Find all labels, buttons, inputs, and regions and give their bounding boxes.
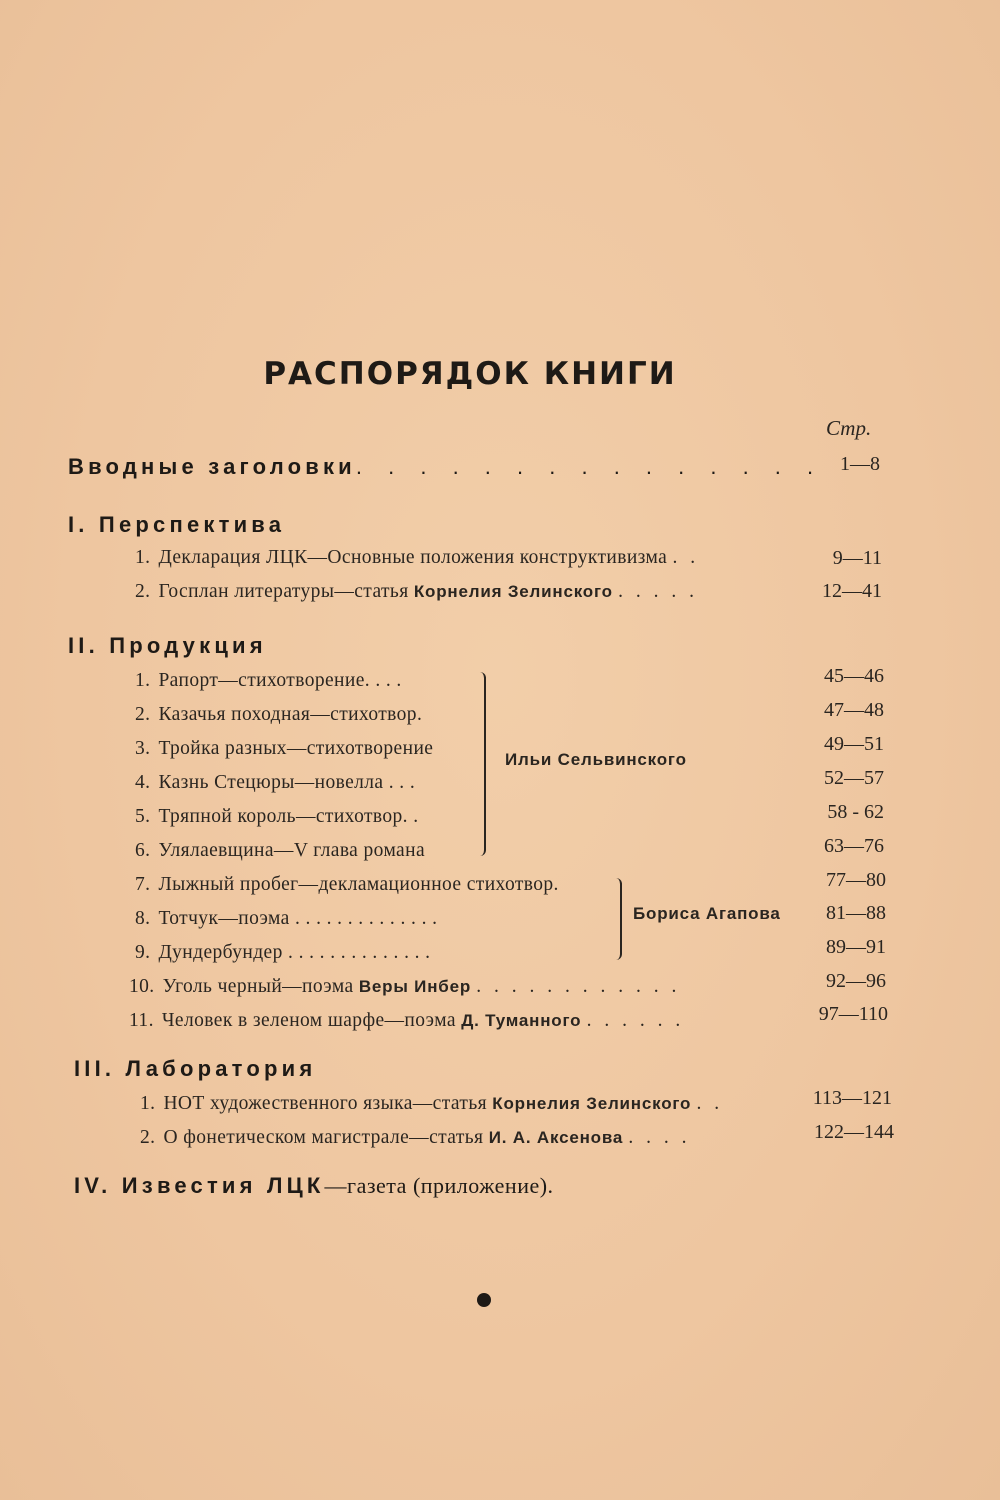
toc-entry: 11. Человек в зеленом шарфе—поэма Д. Туманного . . . . . .	[129, 1010, 685, 1031]
page-column-header: Стр.	[826, 416, 872, 440]
toc-entry-pages: 113—121	[812, 1087, 892, 1109]
group-author: Бориса Агапова	[633, 904, 781, 923]
toc-entry-pages: 47—48	[824, 699, 884, 721]
toc-entry-pages: 45—46	[824, 665, 884, 687]
toc-entry: 1. Декларация ЛЦК—Основные положения конструктивизма . .	[135, 547, 700, 568]
toc-entry-pages: 97—110	[818, 1003, 888, 1025]
toc-entry: 2. Казачья походная—стихотвор.	[135, 704, 423, 725]
toc-entry-pages: 122—144	[814, 1121, 894, 1143]
toc-entry: 1. Рапорт—стихотворение. . . .	[135, 670, 402, 691]
toc-entry: 9. Дундербундер . . . . . . . . . . . . . .	[135, 942, 431, 963]
section-heading-production: II. Продукция	[68, 633, 267, 658]
leader-dots: . . . . . . . . . . . . . . .	[355, 454, 824, 479]
toc-entry: 10. Уголь черный—поэма Веры Инбер . . . . . . . . . . . .	[129, 976, 681, 997]
toc-entry-pages: 49—51	[824, 733, 884, 755]
toc-entry-pages: 52—57	[824, 767, 884, 789]
toc-entry: 6. Улялаевщина—V глава романа	[135, 840, 425, 861]
toc-entry-pages: 12—41	[822, 580, 882, 602]
toc-entry: 2. Госплан литературы—статья Корнелия Зелинского . . . . .	[135, 581, 698, 602]
section-heading-perspective: I. Перспектива	[68, 512, 286, 537]
toc-entry-pages: 77—80	[826, 869, 886, 891]
toc-entry: 2. О фонетическом магистрале—статья И. А. Аксенова . . . .	[140, 1127, 691, 1148]
toc-entry: 8. Тотчук—поэма . . . . . . . . . . . . . .	[135, 908, 438, 929]
toc-entry-pages: 81—88	[826, 902, 886, 924]
section-heading-laboratory: III. Лаборатория	[74, 1056, 317, 1081]
toc-entry-pages: 9—11	[832, 547, 882, 569]
toc-entry: 1. НОТ художественного языка—статья Корнелия Зелинского . .	[140, 1093, 724, 1114]
toc-entry-pages: 92—96	[826, 970, 886, 992]
toc-entry: 5. Тряпной король—стихотвор. .	[135, 806, 419, 827]
intro-pages: 1—8	[840, 453, 880, 475]
end-ornament-dot	[477, 1293, 491, 1307]
toc-entry: 7. Лыжный пробег—декламационное стихотвор.	[135, 874, 559, 895]
intro-heading: Вводные заголовки. . . . . . . . . . . . . . .	[68, 454, 824, 479]
toc-entry-pages: 63—76	[824, 835, 884, 857]
section-heading-news: IV. Известия ЛЦК—газета (приложение).	[74, 1173, 554, 1198]
page-title: РАСПОРЯДОК КНИГИ	[263, 356, 677, 392]
grouping-brace	[614, 878, 622, 960]
toc-entry: 3. Тройка разных—стихотворение	[135, 738, 434, 759]
toc-entry-pages: 89—91	[826, 936, 886, 958]
toc-entry: 4. Казнь Стецюры—новелла . . .	[135, 772, 416, 793]
grouping-brace	[478, 672, 486, 856]
toc-entry-pages: 58 - 62	[827, 801, 884, 823]
group-author: Ильи Сельвинского	[505, 750, 687, 769]
